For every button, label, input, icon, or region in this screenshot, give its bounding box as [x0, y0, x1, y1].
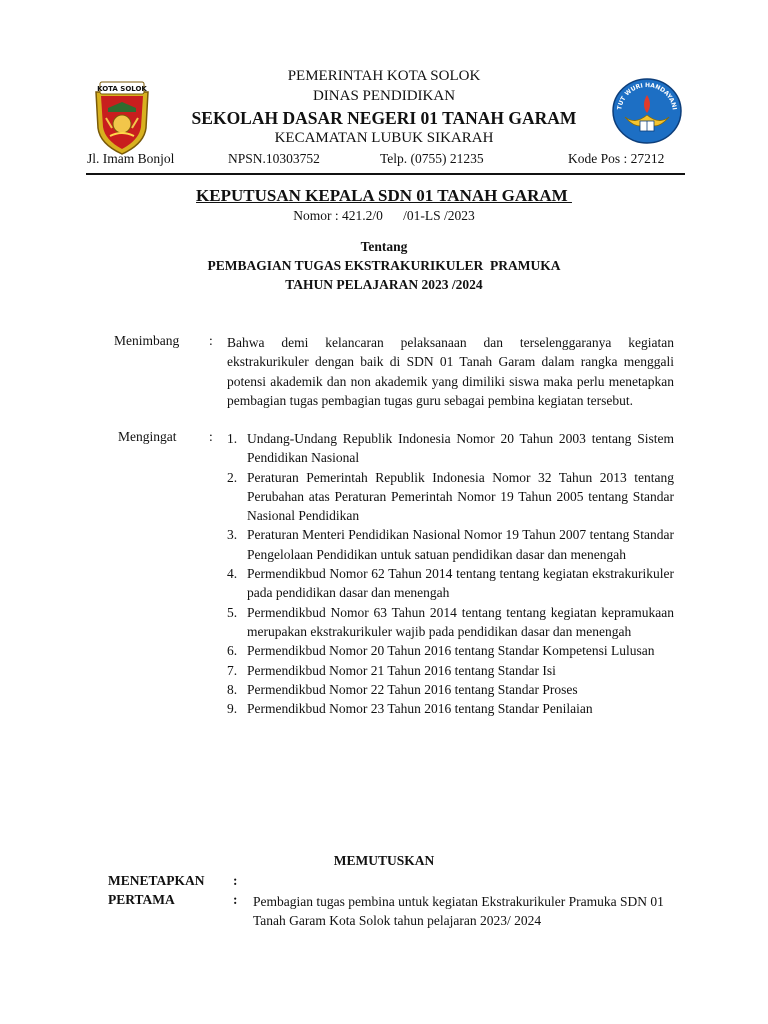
list-item [227, 525, 674, 564]
list-item-number: 3. [227, 527, 238, 543]
decree-subject: PEMBAGIAN TUGAS EKSTRAKURIKULER PRAMUKA [207, 258, 561, 273]
department-name: DINAS PENDIDIKAN [312, 88, 456, 104]
list-item [227, 641, 674, 660]
list-item-number: 7. [227, 662, 238, 678]
list-item-text: Permendikbud Nomor 63 Tahun 2014 tentang tentang kegiatan kepramukaan merupakan ekstrakurikuler wajib pada pendidikan dasar dan menengah [247, 604, 674, 639]
tut-wuri-logo-text: TUT WURI HANDAYANI [616, 81, 678, 111]
list-item [227, 468, 674, 526]
list-item [227, 680, 674, 699]
list-item-number: 6. [227, 643, 238, 659]
list-item-number: 4. [227, 566, 238, 582]
list-item-number: 8. [227, 681, 238, 697]
school-address: Jl. Imam Bonjol [87, 151, 175, 166]
list-item-number: 2. [227, 469, 238, 485]
list-item-text: Peraturan Menteri Pendidikan Nasional Nomor 19 Tahun 2007 tentang Standar Pengelolaan Pendidikan untuk satuan pendidikan dasar dan menengah [247, 527, 674, 562]
mengingat-list [227, 429, 674, 718]
list-item-text: Undang-Undang Republik Indonesia Nomor 20 Tahun 2003 tentang Sistem Pendidikan Nasional [247, 431, 674, 466]
menetapkan-colon: : [233, 873, 238, 888]
mengingat-label: Mengingat [118, 429, 177, 444]
mengingat-colon: : [209, 429, 213, 444]
list-item [227, 661, 674, 680]
school-name: SEKOLAH DASAR NEGERI 01 TANAH GARAM [191, 108, 577, 128]
menimbang-label: Menimbang [114, 333, 180, 348]
list-item-number: 5. [227, 604, 238, 620]
postal-code: Kode Pos : 27212 [568, 151, 665, 166]
decree-title: KEPUTUSAN KEPALA SDN 01 TANAH GARAM [196, 186, 572, 205]
district-name: KECAMATAN LUBUK SIKARAH [274, 130, 494, 146]
list-item [227, 699, 674, 718]
decree-year: TAHUN PELAJARAN 2023 /2024 [285, 277, 483, 292]
government-name: PEMERINTAH KOTA SOLOK [287, 68, 481, 84]
menimbang-text: Bahwa demi kelancaran pelaksanaan dan terselenggaranya kegiatan ekstrakurikuler dengan baik di SDN 01 Tanah Garam dalam rangka menggali potensi akademik dan non akademik yang dimiliki siswa maka perlu menetapkan pembagian tugas pembagian tugas guru sebagai pembina kegiatan tersebut. [227, 335, 674, 408]
list-item-number: 9. [227, 701, 238, 717]
list-item-text: Permendikbud Nomor 23 Tahun 2016 tentang Standar Penilaian [247, 701, 593, 717]
menetapkan-label: MENETAPKAN [108, 873, 205, 888]
list-item-text: Peraturan Pemerintah Republik Indonesia Nomor 32 Tahun 2013 tentang Perubahan atas Peraturan Pemerintah Nomor 19 Tahun 2005 tentang Standar Nasional Pendidikan [247, 469, 674, 524]
list-item [227, 429, 674, 468]
list-item-number: 1. [227, 431, 238, 446]
list-item-text: Permendikbud Nomor 21 Tahun 2016 tentang Standar Isi [247, 662, 556, 678]
kota-solok-logo-text: KOTA SOLOK [97, 85, 147, 93]
school-phone: Telp. (0755) 21235 [380, 151, 484, 166]
list-item-text: Permendikbud Nomor 20 Tahun 2016 tentang Standar Kompetensi Lulusan [247, 643, 655, 659]
school-npsn: NPSN.10303752 [228, 151, 320, 166]
pertama-text: Pembagian tugas pembina untuk kegiatan Ekstrakurikuler Pramuka SDN 01 Tanah Garam Kota Solok tahun pelajaran 2023/ 2024 [253, 894, 664, 929]
decree-number: Nomor : 421.2/0 /01-LS /2023 [293, 208, 475, 223]
pertama-colon: : [233, 892, 238, 907]
letterhead-divider [86, 173, 685, 175]
decree-about: Tentang [360, 239, 408, 254]
memutuskan-heading: MEMUTUSKAN [333, 853, 435, 868]
menimbang-colon: : [209, 333, 213, 348]
list-item-text: Permendikbud Nomor 22 Tahun 2016 tentang Standar Proses [247, 681, 578, 697]
list-item [227, 603, 674, 642]
list-item-text: Permendikbud Nomor 62 Tahun 2014 tentang tentang kegiatan ekstrakurikuler pada pendidikan dasar dan menengah [247, 566, 674, 601]
pertama-label: PERTAMA [108, 892, 175, 907]
list-item [227, 564, 674, 603]
